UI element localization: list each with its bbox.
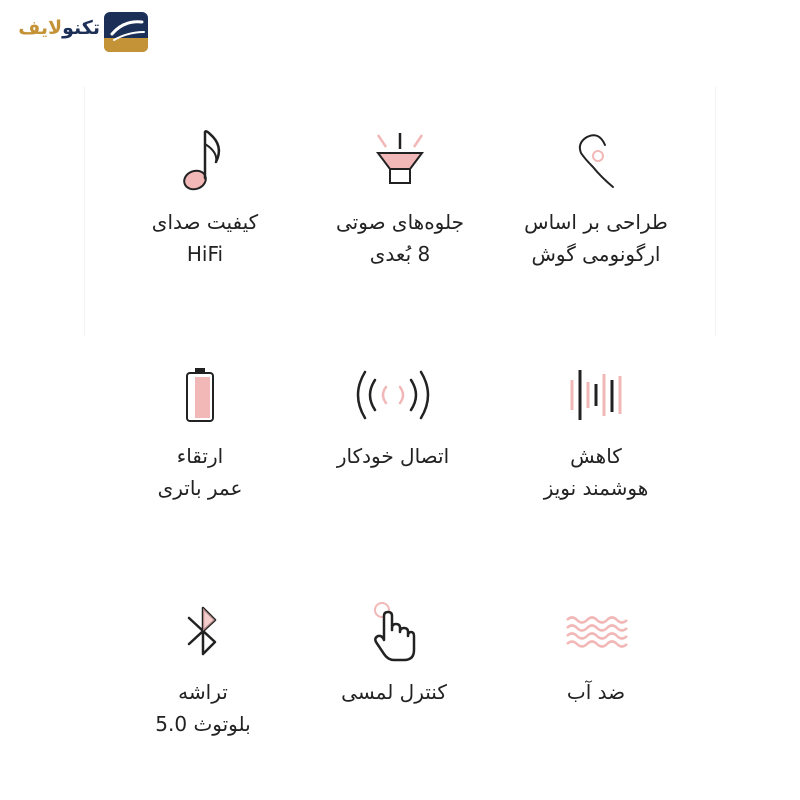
brand-name-part1: تکنو [62, 17, 100, 39]
feature-8d-sound [290, 126, 510, 270]
speaker-icon [370, 131, 430, 191]
brand-name-part2: لایف [18, 17, 63, 39]
feature-auto-connect [283, 360, 503, 472]
feature-hifi [95, 126, 315, 270]
feature-waterproof [486, 596, 706, 708]
feature-bluetooth-label [93, 676, 313, 740]
earbud-icon [571, 131, 621, 191]
feature-anc-line2: هوشمند نویز [543, 476, 649, 500]
wireless-signal-icon [355, 368, 431, 422]
feature-hifi-line2: HiFi [186, 242, 224, 266]
feature-touch-label [284, 676, 504, 708]
feature-anc-line1: کاهش [570, 444, 622, 468]
feature-bluetooth [93, 596, 313, 740]
feature-battery-label [90, 440, 310, 504]
feature-8d-sound-label [290, 206, 510, 270]
music-note-icon [180, 128, 230, 194]
feature-ergonomic-label [486, 206, 706, 270]
feature-battery-line1: ارتقاء [176, 444, 224, 468]
feature-bluetooth-line2: بلوتوث 5.0 [155, 712, 251, 736]
feature-auto-connect-label [283, 440, 503, 472]
feature-8d-sound-line1: جلوه‌های صوتی [336, 210, 464, 234]
water-wave-icon [565, 614, 627, 648]
feature-battery-line2: عمر باتری [157, 476, 243, 500]
feature-hifi-label [95, 206, 315, 270]
feature-touch [284, 596, 504, 708]
feature-battery [90, 360, 310, 504]
feature-bluetooth-line1: تراشه [178, 680, 228, 704]
feature-waterproof-label [486, 676, 706, 708]
feature-anc-label [486, 440, 706, 504]
battery-icon [185, 367, 215, 423]
feature-ergonomic-line2: ارگونومی گوش [531, 242, 661, 266]
feature-ergonomic [486, 126, 706, 270]
sound-wave-icon [568, 368, 624, 422]
feature-hifi-line1: کیفیت صدای [151, 210, 259, 234]
bluetooth-icon [185, 602, 221, 660]
feature-8d-sound-line2: 8 بُعدی [369, 242, 431, 266]
touch-hand-icon [372, 600, 416, 662]
feature-ergonomic-line1: طراحی بر اساس [524, 210, 668, 234]
feature-auto-connect-line1: اتصال خودکار [336, 444, 450, 468]
feature-waterproof-line1: ضد آب [566, 680, 626, 704]
feature-touch-line1: کنترل لمسی [341, 680, 447, 704]
feature-anc [486, 360, 706, 504]
